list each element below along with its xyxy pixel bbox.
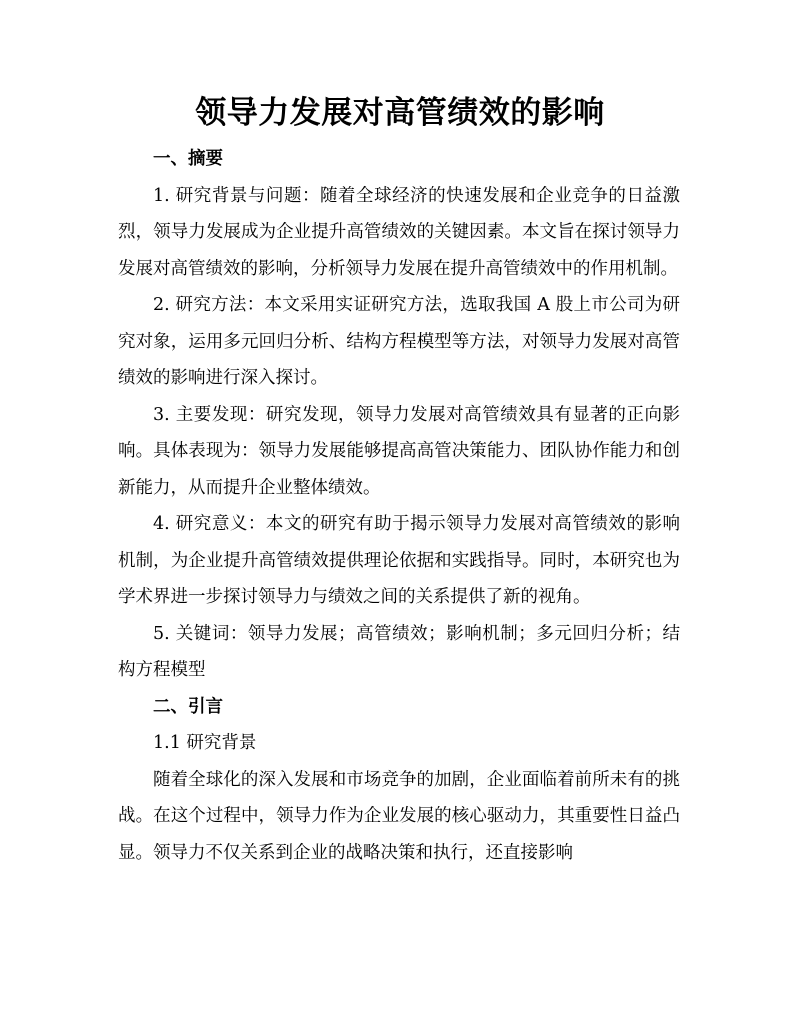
abstract-item-background: 1. 研究背景与问题：随着全球经济的快速发展和企业竞争的日益激烈，领导力发展成为企业提升高管绩效的关键因素。本文旨在探讨领导力发展对高管绩效的影响，分析领导力发展在提升高管绩效中的作用机制。: [118, 185, 680, 279]
intro-subheading: 1.1 研究背景: [153, 733, 257, 753]
abstract-item-keywords: 5. 关键词：领导力发展；高管绩效；影响机制；多元回归分析；结构方程模型: [118, 623, 680, 680]
abstract-item-significance: 4. 研究意义：本文的研究有助于揭示领导力发展对高管绩效的影响机制，为企业提升高管绩效提供理论依据和实践指导。同时，本研究也为学术界进一步探讨领导力与绩效之间的关系提供了新的视角。: [118, 514, 680, 607]
abstract-heading: 一、摘要: [153, 149, 223, 169]
abstract-item-findings: 3. 主要发现：研究发现，领导力发展对高管绩效具有显著的正向影响。具体表现为：领导力发展能够提高高管决策能力、团队协作能力和创新能力，从而提升企业整体绩效。: [118, 404, 680, 498]
intro-paragraph: 随着全球化的深入发展和市场竞争的加剧，企业面临着前所未有的挑战。在这个过程中，领导力作为企业发展的核心驱动力，其重要性日益凸显。领导力不仅关系到企业的战略决策和执行，还直接影响: [118, 769, 680, 863]
intro-heading: 二、引言: [153, 696, 223, 717]
abstract-item-method: 2. 研究方法：本文采用实证研究方法，选取我国 A 股上市公司为研究对象，运用多元回归分析、结构方程模型等方法，对领导力发展对高管绩效的影响进行深入探讨。: [118, 295, 680, 388]
document-body: [118, 141, 680, 871]
document-title: 领导力发展对高管绩效的影响: [195, 95, 605, 131]
